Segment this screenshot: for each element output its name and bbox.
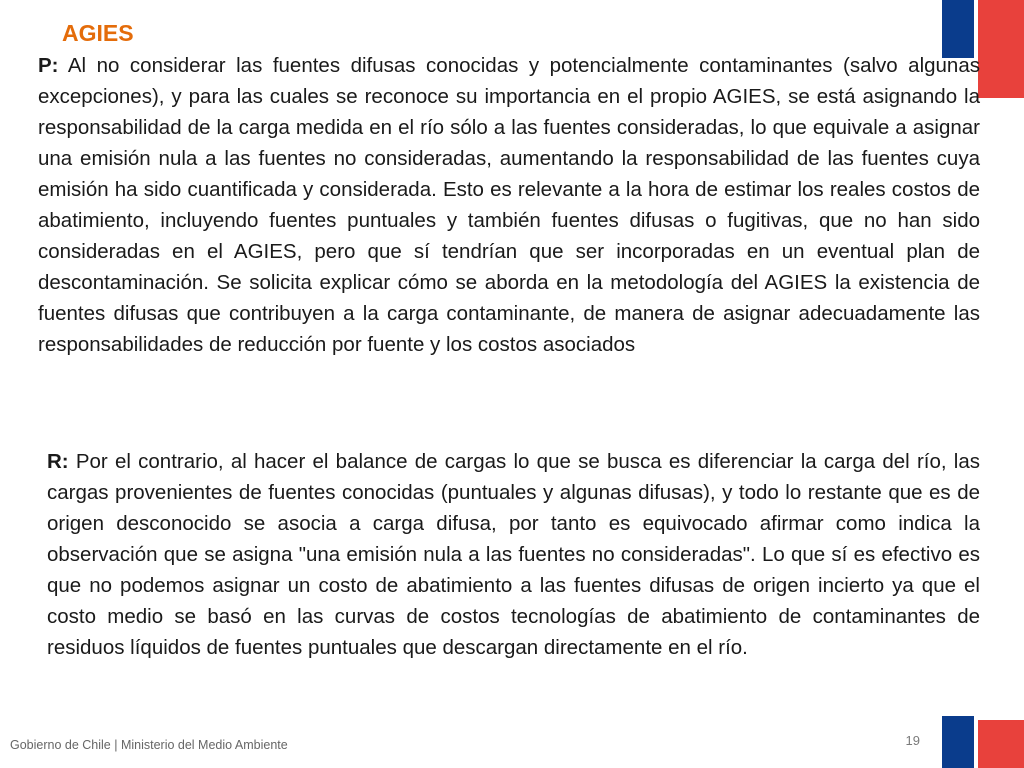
answer-lead: R: bbox=[47, 450, 69, 473]
answer-text: Por el contrario, al hacer el balance de cargas lo que se busca es diferenciar la carga del río, las cargas provenientes de fuentes conocidas (puntuales y algunas difusas), y todo lo restante que es de origen desconocido se asocia a carga difusa, por tanto es equivocado afirmar como indica la observación que se asigna "una emisión nula a las fuentes no consideradas". Lo que sí es efectivo es que no podemos asignar un costo de abatimiento a las fuentes difusas de origen incierto ya que el costo medio se basó en las curvas de costos tecnologías de abatimiento de contaminantes de residuos líquidos de fuentes puntuales que descargan directamente en el río. bbox=[47, 450, 980, 659]
page-number: 19 bbox=[905, 733, 920, 748]
flag-red-stripe bbox=[978, 0, 1024, 98]
question-text: Al no considerar las fuentes difusas conocidas y potencialmente contaminantes (salvo algunas excepciones), y para las cuales se reconoce su importancia en el propio AGIES, se está asignando la responsabilidad de la carga medida en el río sólo a las fuentes consideradas, lo que equivale a asignar una emisión nula a las fuentes no consideradas, aumentando la responsabilidad de las fuentes cuya emisión ha sido cuantificada y considerada. Esto es relevante a la hora de estimar los reales costos de abatimiento, incluyendo fuentes puntuales y también fuentes difusas o fugitivas, que no han sido consideradas en el AGIES, pero que sí tendrían que ser incorporadas en un eventual plan de descontaminación. Se solicita explicar cómo se aborda en la metodología del AGIES la existencia de fuentes difusas que contribuyen a la carga contaminante, de manera de asignar adecuadamente las responsabilidades de reducción por fuente y los costos asociados bbox=[38, 54, 980, 356]
answer-paragraph bbox=[47, 446, 980, 663]
flag-blue-stripe bbox=[942, 716, 974, 768]
footer-text: Gobierno de Chile | Ministerio del Medio Ambiente bbox=[10, 738, 288, 752]
slide-title: AGIES bbox=[62, 20, 134, 46]
flag-red-stripe bbox=[978, 720, 1024, 768]
question-paragraph bbox=[38, 50, 980, 360]
chile-flag-decoration-bottom bbox=[942, 710, 1024, 768]
question-lead: P: bbox=[38, 54, 59, 77]
